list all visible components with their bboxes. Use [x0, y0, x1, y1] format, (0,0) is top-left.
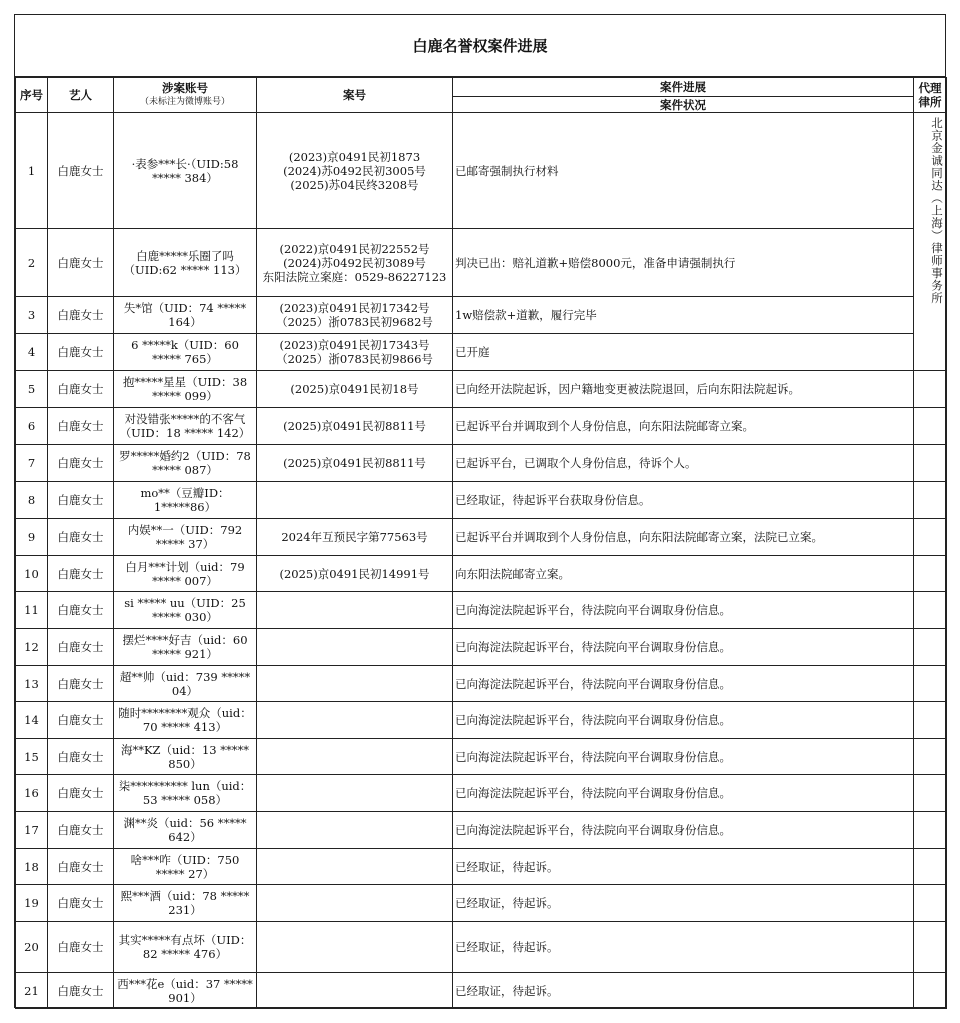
row-status: 已向海淀法院起诉平台，待法院向平台调取身份信息。 — [453, 702, 914, 739]
row-account: 失*馆（UID：74 ***** 164） — [114, 297, 257, 334]
case-number: (2025)京0491民初18号 — [290, 382, 419, 396]
header-account — [114, 78, 257, 113]
row-artist: 白鹿女士 — [48, 556, 114, 592]
row-case-numbers — [257, 702, 453, 739]
header-agent: 代理律所 — [914, 78, 947, 113]
table-row — [16, 113, 947, 229]
table-row — [16, 334, 947, 371]
row-number: 7 — [16, 445, 48, 482]
row-case-numbers — [257, 592, 453, 629]
case-progress-sheet — [14, 14, 946, 1008]
row-account: 白月***计划（uid：79 ***** 007） — [114, 556, 257, 592]
row-case-numbers — [257, 739, 453, 775]
row-number: 2 — [16, 229, 48, 297]
row-artist: 白鹿女士 — [48, 592, 114, 629]
case-number: （2025）浙0783民初9866号 — [276, 352, 433, 366]
header-progress: 案件进展 — [453, 78, 914, 97]
row-agent — [914, 482, 947, 519]
case-number: (2022)京0491民初22552号 — [279, 241, 430, 256]
table-row — [16, 629, 947, 666]
row-status: 已向海淀法院起诉平台，待法院向平台调取身份信息。 — [453, 592, 914, 629]
row-number: 18 — [16, 849, 48, 885]
row-number: 16 — [16, 775, 48, 812]
row-agent — [914, 408, 947, 445]
row-case-numbers — [257, 482, 453, 519]
table-row — [16, 812, 947, 849]
row-account: 其实*****有点坏（UID：82 ***** 476） — [114, 922, 257, 973]
row-artist: 白鹿女士 — [48, 812, 114, 849]
case-rows — [16, 113, 947, 1009]
row-number: 11 — [16, 592, 48, 629]
case-number: (2025)京0491民初8811号 — [283, 419, 426, 433]
row-number: 19 — [16, 885, 48, 922]
row-artist: 白鹿女士 — [48, 519, 114, 556]
row-status: 已向海淀法院起诉平台，待法院向平台调取身份信息。 — [453, 775, 914, 812]
row-status: 已向经开法院起诉，因户籍地变更被法院退回，后向东阳法院起诉。 — [453, 371, 914, 408]
row-agent — [914, 973, 947, 1009]
case-number: (2024)苏0492民初3089号 — [283, 255, 426, 270]
row-account: 柒********** lun（uid：53 ***** 058） — [114, 775, 257, 812]
row-case-numbers — [257, 519, 453, 556]
row-account: 随时********观众（uid：70 ***** 413） — [114, 702, 257, 739]
row-number: 20 — [16, 922, 48, 973]
row-account: 西***花e（uid：37 ***** 901） — [114, 973, 257, 1009]
table-row — [16, 775, 947, 812]
table-row — [16, 371, 947, 408]
row-artist: 白鹿女士 — [48, 922, 114, 973]
row-account: si ***** uu（UID：25 ***** 030） — [114, 592, 257, 629]
row-artist: 白鹿女士 — [48, 775, 114, 812]
row-case-numbers — [257, 408, 453, 445]
row-case-numbers — [257, 556, 453, 592]
case-number: (2023)京0491民初1873 — [288, 149, 421, 164]
row-agent — [914, 739, 947, 775]
header-case-no: 案号 — [257, 78, 453, 113]
row-agent — [914, 885, 947, 922]
case-number: (2023)京0491民初17342号 — [279, 301, 430, 315]
row-status: 已经取证，待起诉平台获取身份信息。 — [453, 482, 914, 519]
row-artist: 白鹿女士 — [48, 408, 114, 445]
row-case-numbers — [257, 297, 453, 334]
row-artist: 白鹿女士 — [48, 482, 114, 519]
row-status: 已邮寄强制执行材料 — [453, 113, 914, 229]
row-artist: 白鹿女士 — [48, 739, 114, 775]
table-row — [16, 592, 947, 629]
row-agent — [914, 629, 947, 666]
row-number: 5 — [16, 371, 48, 408]
row-agent — [914, 371, 947, 408]
row-status: 已起诉平台并调取到个人身份信息，向东阳法院邮寄立案，法院已立案。 — [453, 519, 914, 556]
row-number: 1 — [16, 113, 48, 229]
row-number: 9 — [16, 519, 48, 556]
table-row — [16, 702, 947, 739]
row-status: 已向海淀法院起诉平台，待法院向平台调取身份信息。 — [453, 629, 914, 666]
row-artist: 白鹿女士 — [48, 371, 114, 408]
row-agent — [914, 922, 947, 973]
header-artist: 艺人 — [48, 78, 114, 113]
case-number: （2025）浙0783民初9682号 — [276, 315, 433, 329]
row-case-numbers — [257, 445, 453, 482]
row-number: 8 — [16, 482, 48, 519]
row-agent — [914, 702, 947, 739]
row-number: 17 — [16, 812, 48, 849]
row-account: mo**（豆瓣ID：1*****86） — [114, 482, 257, 519]
table-row — [16, 885, 947, 922]
row-status: 判决已出：赔礼道歉+赔偿8000元，准备申请强制执行 — [453, 229, 914, 297]
case-number: (2025)苏04民终3208号 — [290, 177, 419, 192]
row-status: 已经取证，待起诉。 — [453, 885, 914, 922]
case-number: 东阳法院立案庭：0529-86227123 — [262, 269, 447, 284]
row-agent — [914, 445, 947, 482]
row-number: 3 — [16, 297, 48, 334]
row-artist: 白鹿女士 — [48, 849, 114, 885]
row-number: 12 — [16, 629, 48, 666]
table-row — [16, 229, 947, 297]
row-case-numbers — [257, 812, 453, 849]
row-artist: 白鹿女士 — [48, 334, 114, 371]
row-account: 海**KZ（uid：13 ***** 850） — [114, 739, 257, 775]
table-row — [16, 739, 947, 775]
agent-firm: 北京金诚同达（上海）律师事务所 — [914, 113, 947, 371]
header-no: 序号 — [16, 78, 48, 113]
row-account: 白鹿*****乐圈了吗（UID:62 ***** 113） — [114, 229, 257, 297]
header-account-note: （未标注为微博账号） — [139, 97, 230, 107]
row-status: 已向海淀法院起诉平台，待法院向平台调取身份信息。 — [453, 812, 914, 849]
row-account: 6 *****k（UID：60 ***** 765） — [114, 334, 257, 371]
table-row — [16, 922, 947, 973]
row-agent — [914, 666, 947, 702]
table-row — [16, 556, 947, 592]
row-case-numbers — [257, 973, 453, 1009]
row-artist: 白鹿女士 — [48, 113, 114, 229]
row-number: 4 — [16, 334, 48, 371]
row-account: 摆烂****好吉（uid：60 ***** 921） — [114, 629, 257, 666]
row-number: 15 — [16, 739, 48, 775]
row-artist: 白鹿女士 — [48, 702, 114, 739]
row-case-numbers — [257, 849, 453, 885]
table-row — [16, 973, 947, 1009]
row-number: 14 — [16, 702, 48, 739]
row-artist: 白鹿女士 — [48, 973, 114, 1009]
row-status: 1w赔偿款+道歉，履行完毕 — [453, 297, 914, 334]
row-account: ·表参***长·（UID:58 ***** 384） — [114, 113, 257, 229]
row-number: 21 — [16, 973, 48, 1009]
table-row — [16, 408, 947, 445]
case-number: (2025)京0491民初14991号 — [279, 566, 430, 581]
row-artist: 白鹿女士 — [48, 229, 114, 297]
row-account: 啥***咋（UID：750 ***** 27） — [114, 849, 257, 885]
row-artist: 白鹿女士 — [48, 297, 114, 334]
row-account: 渊**炎（uid：56 ***** 642） — [114, 812, 257, 849]
row-status: 已向海淀法院起诉平台，待法院向平台调取身份信息。 — [453, 666, 914, 702]
row-status: 已起诉平台，已调取个人身份信息，待诉个人。 — [453, 445, 914, 482]
table-row — [16, 445, 947, 482]
table-row — [16, 297, 947, 334]
row-artist: 白鹿女士 — [48, 629, 114, 666]
row-case-numbers — [257, 922, 453, 973]
row-number: 10 — [16, 556, 48, 592]
row-case-numbers — [257, 334, 453, 371]
table-row — [16, 849, 947, 885]
case-table — [15, 77, 947, 1009]
row-artist: 白鹿女士 — [48, 445, 114, 482]
row-artist: 白鹿女士 — [48, 666, 114, 702]
row-status: 已经取证，待起诉。 — [453, 849, 914, 885]
row-case-numbers — [257, 229, 453, 297]
row-account: 内娱**一（UID：792 ***** 37） — [114, 519, 257, 556]
row-status: 已起诉平台并调取到个人身份信息，向东阳法院邮寄立案。 — [453, 408, 914, 445]
row-account: 对没错张*****的不客气（UID：18 ***** 142） — [114, 408, 257, 445]
row-artist: 白鹿女士 — [48, 885, 114, 922]
case-number: 2024年互预民字第77563号 — [281, 530, 428, 544]
row-number: 6 — [16, 408, 48, 445]
document-title: 白鹿名誉权案件进展 — [15, 15, 945, 77]
table-row — [16, 666, 947, 702]
row-case-numbers — [257, 885, 453, 922]
case-number: (2023)京0491民初17343号 — [279, 338, 430, 352]
row-account: 熙***酒（uid：78 ***** 231） — [114, 885, 257, 922]
row-status: 已向海淀法院起诉平台，待法院向平台调取身份信息。 — [453, 739, 914, 775]
case-number: (2025)京0491民初8811号 — [283, 456, 426, 470]
header-status: 案件状况 — [453, 97, 914, 113]
row-number: 13 — [16, 666, 48, 702]
case-number: (2024)苏0492民初3005号 — [283, 163, 426, 178]
row-status: 已经取证，待起诉。 — [453, 973, 914, 1009]
table-row — [16, 482, 947, 519]
row-case-numbers — [257, 666, 453, 702]
row-agent — [914, 812, 947, 849]
table-row — [16, 519, 947, 556]
row-case-numbers — [257, 371, 453, 408]
row-account: 罗*****婚约2（UID：78 ***** 087） — [114, 445, 257, 482]
row-agent — [914, 592, 947, 629]
row-account: 抱*****星星（UID：38 ***** 099） — [114, 371, 257, 408]
row-status: 已开庭 — [453, 334, 914, 371]
row-case-numbers — [257, 775, 453, 812]
row-agent — [914, 775, 947, 812]
row-account: 超**帅（uid：739 ***** 04） — [114, 666, 257, 702]
row-status: 已经取证，待起诉。 — [453, 922, 914, 973]
row-case-numbers — [257, 113, 453, 229]
row-status: 向东阳法院邮寄立案。 — [453, 556, 914, 592]
row-case-numbers — [257, 629, 453, 666]
header-account-label: 涉案账号 — [162, 81, 208, 95]
row-agent — [914, 849, 947, 885]
row-agent — [914, 519, 947, 556]
row-agent — [914, 556, 947, 592]
